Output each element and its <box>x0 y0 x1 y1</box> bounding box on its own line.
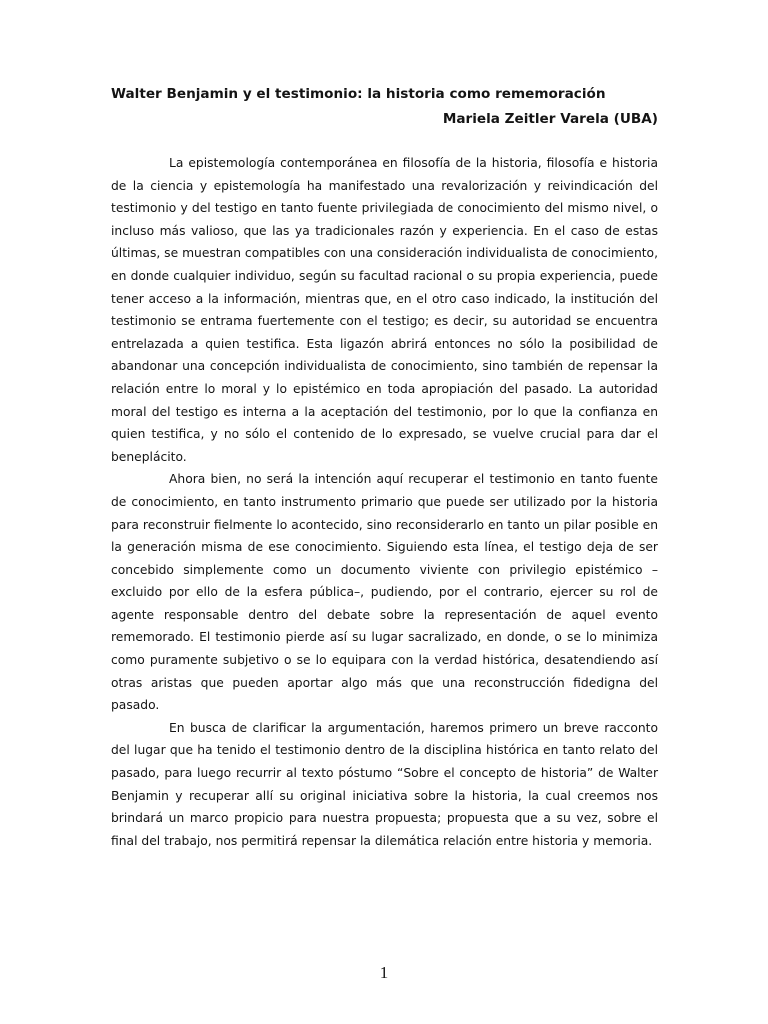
paragraph: La epistemología contemporánea en filosofía de la historia, filosofía e historia de la ciencia y epistemología ha manifestado una revalorización y reivindicación del testimonio y del testigo en tanto fuente privilegiada de conocimiento del mismo nivel, o incluso más valioso, que las ya tradicionales razón y experiencia. En el caso de estas últimas, se muestran compatibles con una consideración individualista de conocimiento, en donde cualquier individuo, según su facultad racional o su propia experiencia, puede tener acceso a la información, mientras que, en el otro caso indicado, la institución del testimonio se entrama fuertemente con el testigo; es decir, su autoridad se encuentra entrelazada a quien testifica. Esta ligazón abrirá entonces no sólo la posibilidad de abandonar una concepción individualista de conocimiento, sino también de repensar la relación entre lo moral y lo epistémico en toda apropiación del pasado. La autoridad moral del testigo es interna a la aceptación del testimonio, por lo que la confianza en quien testifica, y no sólo el contenido de lo expresado, se vuelve crucial para dar el beneplácito. <box>111 156 658 464</box>
author-line: Mariela Zeitler Varela (UBA) <box>442 111 658 127</box>
document-body <box>111 152 658 852</box>
document-title: Walter Benjamin y el testimonio: la historia como rememoración <box>111 86 606 102</box>
paragraph: En busca de clarificar la argumentación, haremos primero un breve racconto del lugar que ha tenido el testimonio dentro de la disciplina histórica en tanto relato del pasado, para luego recurrir al texto póstumo “Sobre el concepto de historia” de Walter Benjamin y recuperar allí su original iniciativa sobre la historia, la cual creemos nos brindará un marco propicio para nuestra propuesta; propuesta que a su vez, sobre el final del trabajo, nos permitirá repensar la dilemática relación entre historia y memoria. <box>111 720 658 848</box>
page-number: 1 <box>379 963 389 982</box>
paragraph: Ahora bien, no será la intención aquí recuperar el testimonio en tanto fuente de conocimiento, en tanto instrumento primario que puede ser utilizado por la historia para reconstruir fielmente lo acontecido, sino reconsiderarlo en tanto un pilar posible en la generación misma de ese conocimiento. Siguiendo esta línea, el testigo deja de ser concebido simplemente como un documento viviente con privilegio epistémico –excluido por ello de la esfera pública–, pudiendo, por el contrario, ejercer su rol de agente responsable dentro del debate sobre la representación de aquel evento rememorado. El testimonio pierde así su lugar sacralizado, en donde, o se lo minimiza como puramente subjetivo o se lo equipara con la verdad histórica, desatendiendo así otras aristas que pueden aportar algo más que una reconstrucción fidedigna del pasado. <box>111 472 658 713</box>
